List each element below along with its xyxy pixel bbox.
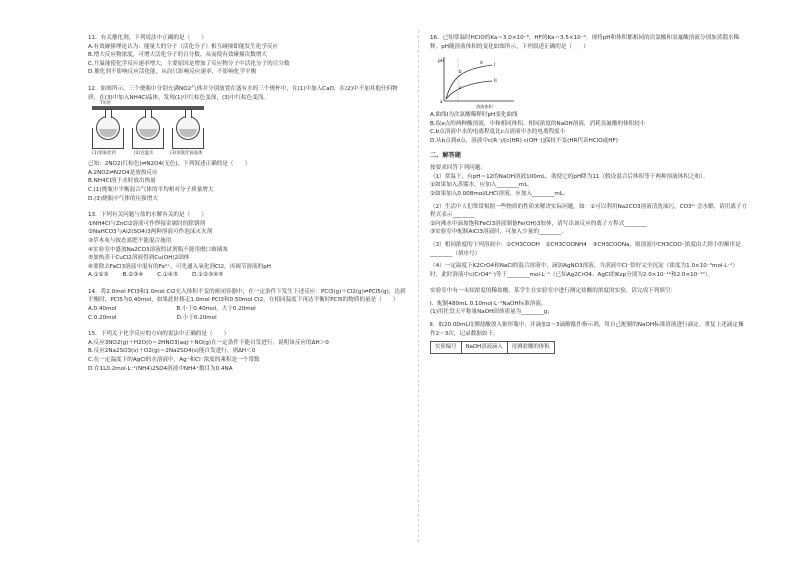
q17-part-4: （4）一定温度下K2CrO4和NaCl的混合溶液中，滴加AgNO3溶液，当溶液中Cl⁻恰好完全沉淀（浓度为1.0×10⁻⁵mol·L⁻¹）时，此时溶液中c(CrO4²⁻)等于________mol·L⁻¹（已知Ag2CrO4、AgCl的Ksp分别为2.0×10⁻¹²和2.0×10⁻¹⁰）。 [430, 263, 739, 278]
q17-part-2b: ②向沸水中滴加饱和FeCl3溶液制备Fe(OH)3胶体，请写出该反应的离子方程式________ [430, 220, 647, 227]
flask-2-label: (2)室温水 [134, 151, 154, 157]
q13-item: ⑤加热蒸干CuCl2溶液得到Cu(OH)2固体 [88, 255, 190, 262]
q14-options-row2 [88, 314, 406, 323]
table-header-row [431, 342, 555, 354]
q12-apparatus-figure [92, 100, 252, 158]
y-axis-label: pH [438, 59, 445, 65]
q14-option-d: D.小于0.20mol [176, 314, 217, 321]
q12-option-d: D.(3)烧瓶中气体的压强增大 [88, 195, 158, 202]
q13-option-c: C.①④⑤ [157, 272, 178, 279]
q16-ph-dilution-figure [436, 53, 516, 109]
q17-part-1: （1）常温下，有pH＝12的NaOH溶液100mL，欲使它的pH降为11（假设混合后体积等于两种溶液体积之和）。 [430, 173, 709, 180]
q13-option-b: B.②③④ [122, 272, 144, 279]
point-d: d [480, 60, 483, 66]
q13-item: ③草木灰与铵态氮肥不能混合施用 [88, 237, 172, 244]
q13-item: ⑥要除去FeCl3溶液中混有的Fe²⁺，可先通入氧化剂Cl2，再调节溶液的pH [88, 263, 271, 270]
q11-option-d: D.催化剂不影响反应活化能，从而只影响反应速率，不影响化学平衡 [88, 69, 257, 76]
point-a: a [440, 99, 443, 105]
right-column [430, 34, 748, 354]
flask-3-label: (3)加氯化铵晶体 [170, 151, 203, 157]
q12-option-c: C.(1)烧瓶中平衡混合气体的平均相对分子质量增大 [88, 186, 214, 193]
q18-step-1: Ⅰ．配制480mL 0.10mol·L⁻¹NaOH标准溶液。 [430, 300, 547, 307]
question-13 [88, 211, 406, 280]
q13-option-d: D.①②③④⑤ [191, 272, 224, 279]
point-b: b [459, 69, 462, 75]
q16-stem: 16．已知常温时HClO的Ka＝3.0×10⁻⁸，HF的Ka＝3.5×10⁻⁴。现将pH和体积都相同的次氯酸和氢氟酸溶液分别加蒸馏水稀释，pH随溶液体积的变化如图所示，下列叙述正确的是（ ） [430, 35, 740, 50]
q17-part-1b: ②如果加入0.008mol/LHCl溶液，应加入________mL。 [430, 190, 569, 197]
q16-option-c: C.b点溶液中水的电离程度比c点溶液中水的电离程度小 [430, 129, 566, 136]
question-16 [430, 34, 748, 146]
q16-option-d: D.从b点到d点，溶液中c(R⁻)/[c(HR)·c(OH⁻)]保持不变(HR代表HClO或HF) [430, 137, 618, 144]
curve-ii-label: II [494, 79, 497, 85]
q14-option-a: A.0.40mol [88, 306, 117, 313]
q16-graph [436, 53, 516, 105]
question-14 [88, 288, 406, 322]
q11-stem: 11．有关催化剂，下列说法中正确的是（ ） [88, 35, 207, 41]
titration-data-table [430, 341, 555, 354]
column-divider [418, 30, 419, 542]
q15-option-a: A.反应3NO2(g)＋H2O(l)＝2HNO3(aq)＋NO(g)在一定条件下能自发进行，说明该反应的ΔH＞0 [88, 339, 329, 346]
table-header-cell: 实验编号 [431, 342, 462, 354]
q17-part-1a: ①如果加入蒸馏水，应加入________mL。 [430, 182, 534, 189]
q11-option-a: A.有效碰撞理论认为：能量大的分子（活化分子）相互碰撞即能发生化学反应 [88, 43, 279, 50]
q14-options-row1 [88, 305, 406, 314]
left-column [88, 34, 406, 373]
q14-option-c: C.0.20mol [88, 314, 117, 321]
question-18 [430, 287, 748, 354]
q13-stem: 13．下列有关问题与盐的水解有关的是（ ） [88, 212, 207, 219]
question-15 [88, 330, 406, 373]
question-17 [430, 164, 748, 279]
q13-option-a: A.①②③ [88, 272, 109, 279]
x-axis-label: 溶液体积 [476, 104, 493, 110]
point-c: c [459, 85, 462, 91]
q15-option-d: D.在1L0.2mol·L⁻¹(NH4)2SO4溶液中NH4⁺数目为0.4NA [88, 365, 233, 372]
q12-note: 已知：2NO2(红棕色)⇌N2O4(无色)，下列叙述正确的是（ ） [88, 161, 251, 168]
q14-option-b: B.小于0.40mol，大于0.20mol [176, 306, 256, 313]
flask-1 [96, 116, 120, 140]
curve-ii [446, 81, 492, 99]
q13-item: ②NaHCO3与Al2(SO4)3两种溶液可作泡沫灭火剂 [88, 229, 213, 236]
q17-intro: 按要求回答下列问题： [430, 165, 486, 172]
section-heading: 二、解答题 [430, 151, 461, 159]
table-header-cell: 待测盐酸的体积 [507, 342, 554, 354]
q13-options [88, 271, 406, 280]
flask-3 [176, 116, 200, 140]
q13-item: ①NH4Cl与ZnCl2溶液可作焊接金属时的除锈剂 [88, 220, 206, 227]
q16-option-a: A.曲线I为次氯酸稀释时pH变化曲线 [430, 112, 518, 119]
q17-part-2c: ③实验室中配制AlCl3溶液时，可加入少量的________。 [430, 229, 567, 236]
q11-option-c: C.升温能使化学反应速率增大，主要原因是增加了反应物分子中活化分子的百分数 [88, 60, 290, 67]
q18-step-1a: (1)用托盘天平称量NaOH固体质量为________g； [430, 309, 553, 316]
question-12 [88, 85, 406, 203]
q18-intro: 实验室中有一未知浓度的稀盐酸，某学生在实验室中进行测定盐酸的浓度的实验，请完成下列填空： [430, 288, 677, 295]
curve-i-label: I [494, 63, 496, 69]
q11-option-b: B.增大反应物浓度，可增大活化分子的百分数，从而使有效碰撞次数增大 [88, 52, 268, 59]
q15-stem: 15．下列关于化学反应的方向的说法中正确的是（ ） [88, 331, 230, 338]
q13-item: ④实验室中盛放Na2CO3溶液的试剂瓶不能用磨口玻璃塞 [88, 246, 228, 253]
flask-2 [136, 116, 160, 140]
tube-label: T形管 [100, 100, 111, 106]
q12-option-b: B.NH4Cl溶于水时放出热量 [88, 178, 156, 185]
q18-step-2: Ⅱ．取20.00mL待测盐酸放入锥形瓶中，并滴加2～3滴酚酞作指示剂，用自己配制的NaOH标准溶液进行滴定。重复上述滴定操作2～3次，记录数据如下。 [430, 322, 744, 337]
q12-stem: 12．如图所示，三个烧瓶中分别充满NO2气体并分别放置在盛有水的三个烧杯中，在(1)中加入CaO，在(2)中不加其他任何物质，在(3)中加入NH4Cl晶体，发现(1)中红棕色变深，(3)中红棕色变浅。 [88, 85, 398, 101]
q12-option-a: A.2NO2⇌N2O4是放热反应 [88, 169, 158, 176]
q17-part-3: （3）相同浓度的下列溶液中：①CH3COOH ②CH3COONH4 ③CH3COONa，则溶液中CH3COO⁻浓度由大到小的顺序是________（填序号） [430, 241, 741, 257]
table-header-cell: NaOH溶液滴入 [461, 342, 507, 354]
flask-1-label: (1)加氧化钙 [92, 151, 116, 157]
question-11 [88, 34, 406, 77]
q16-option-b: B.取a点的两种酸溶液，中和相同体积、相同浓度的NaOH溶液，消耗氢氟酸的体积较小 [430, 120, 646, 127]
q15-option-b: B.反应2Na2SO3(s)＋O2(g)＝2Na2SO4(s)能自发进行，则ΔH＜0 [88, 348, 256, 355]
q17-part-2: （2）生活中人们常常根据一些物质的性质来解决实际问题。如：①可以利用Na2CO3溶液清洗油污，CO3²⁻会水解，请用离子方程式表示________ [430, 203, 748, 219]
q15-option-c: C.在一定温度下的AgCl的水溶液中，Ag⁺和Cl⁻浓度的乘积是一个常数 [88, 357, 260, 364]
q14-stem: 14．将2.0mol PCl3和1.0mol Cl2充入体积不变的密闭容器中，在一定条件下发生下述反应：PCl3(g)＋Cl2(g)⇌PCl5(g)，达到平衡时，PCl5为0.40mol，如果此时移走1.0mol PCl3和0.50mol Cl2，在相同温度下再达平衡时PCl5的物质的量是（ ） [88, 288, 406, 304]
